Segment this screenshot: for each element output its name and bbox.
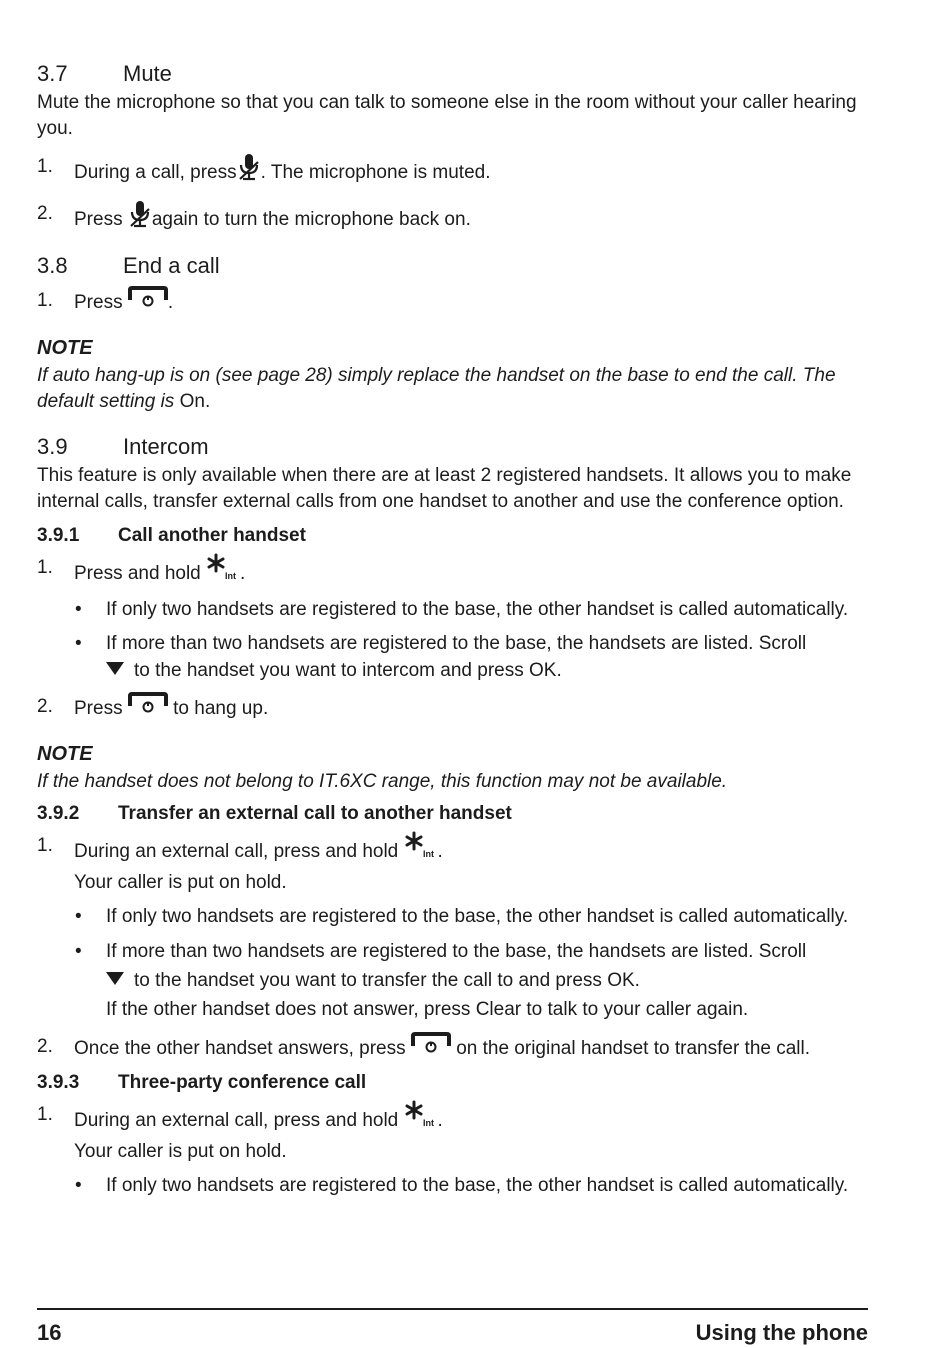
svg-text:Int: Int [422,1118,434,1128]
section-3-8-heading: 3.8 End a call [37,253,220,278]
conference-step-1: 1. During an external call, press and hold Int . Your caller is put on hold. [37,1100,872,1166]
transfer-bullet-1: • If only two handsets are registered to the base, the other handset is called automatically. [75,906,849,927]
note-text: If the handset does not belong to IT.6XC range, this function may not be available. [37,771,728,792]
transfer-bullet-2: • If more than two handsets are registered to the base, the handsets are listed. Scroll to the handset you want to transfer the call to and press OK. If the other handset does not answer, press Clear to talk to your caller again. [75,941,807,1020]
section-title: Mute [123,61,172,86]
section-3-9-3-heading: 3.9.3 Three-party conference call [37,1072,367,1093]
section-3-9-heading: 3.9 Intercom [37,434,209,459]
chapter-title: Using the phone [695,1320,868,1345]
svg-text:Int: Int [422,849,434,859]
call-handset-step-2: 2. Press to hang up. [37,692,872,725]
end-call-step-1: 1. Press . [37,286,872,319]
svg-text:Int: Int [225,571,237,581]
call-handset-bullet-2: • If more than two handsets are registered to the base, the handsets are listed. Scroll to the handset you want to intercom and press OK. [75,633,807,681]
mute-step-1: 1. During a call, press . The microphone is muted. [37,152,872,189]
transfer-step-1: 1. During an external call, press and hold Int . Your caller is put on hold. [37,831,872,897]
note-title: NOTE [37,742,93,765]
call-handset-bullet-1: • If only two handsets are registered to the base, the other handset is called automatically. [75,599,849,620]
page-footer [37,1308,868,1345]
section-number: 3.7 [37,61,68,86]
intercom-intro: This feature is only available when there are at least 2 registered handsets. It allows you to make internal calls, transfer external calls from one handset to another and use the conference option. [37,465,852,512]
mute-microphone-icon [128,199,152,236]
end-call-icon [128,286,168,319]
call-handset-step-1: 1. Press and hold Int . [37,553,872,590]
mute-intro: Mute the microphone so that you can talk to someone else in the room without your caller hearing you. [37,92,857,139]
note-title: NOTE [37,336,93,359]
section-3-9-1-heading: 3.9.1 Call another handset [37,525,306,546]
star-int-icon [404,831,438,868]
mute-microphone-icon [237,152,261,189]
manual-page [37,58,872,1199]
scroll-down-icon [106,662,124,675]
end-call-icon [411,1032,451,1065]
scroll-down-icon [106,972,124,985]
page-number: 16 [37,1320,62,1345]
end-call-icon [128,692,168,725]
star-int-icon [404,1100,438,1137]
section-3-9-2-heading: 3.9.2 Transfer an external call to another handset [37,803,512,824]
transfer-step-2: 2. Once the other handset answers, press on the original handset to transfer the call. [37,1032,872,1065]
conference-bullet-1: • If only two handsets are registered to the base, the other handset is called automatically. [75,1175,849,1196]
section-3-7-heading [37,58,872,90]
mute-step-2: 2. Press again to turn the microphone back on. [37,199,872,236]
star-int-icon [206,553,240,590]
note-text: If auto hang-up is on (see page 28) simply replace the handset on the base to end the call. The default setting is On. [37,365,836,412]
